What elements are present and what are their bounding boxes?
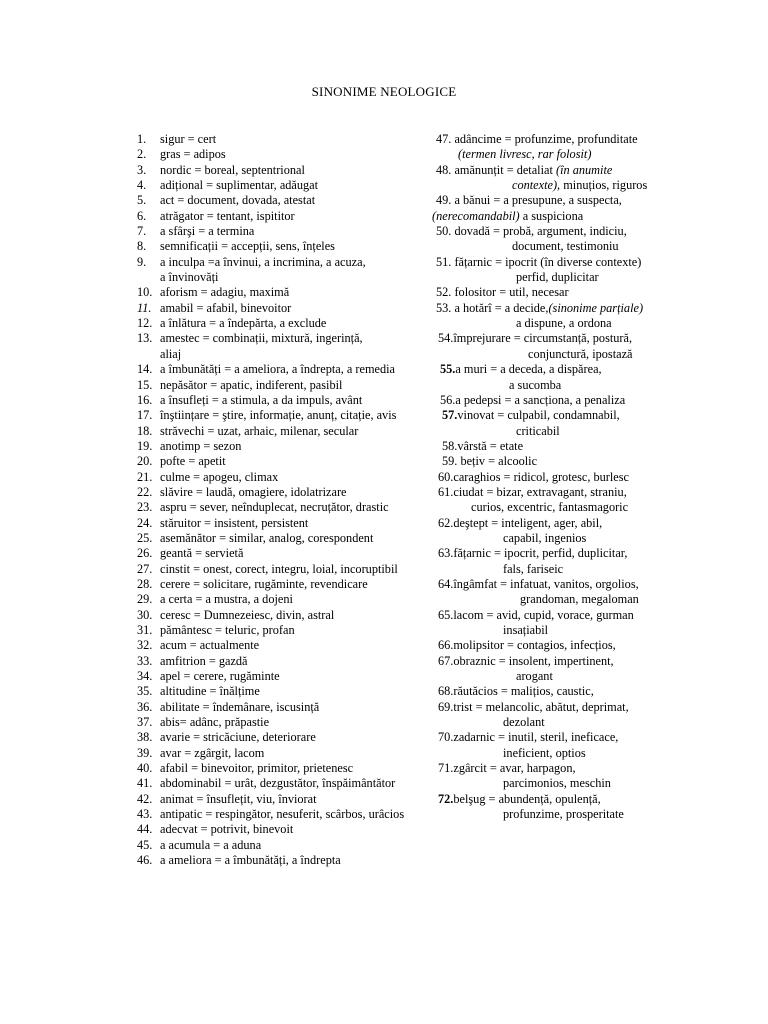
item-number: 15.: [137, 377, 153, 392]
list-item: [137, 531, 437, 546]
item-text: pofte = apetit: [160, 454, 226, 469]
list-item: 67.obraznic = insolent, impertinent,: [438, 653, 614, 668]
list-item-continuation: profunzime, prosperitate: [503, 807, 624, 822]
item-text: adecvat = potrivit, binevoit: [160, 822, 294, 837]
item-text: amabil = afabil, binevoitor: [160, 300, 292, 315]
list-item-continuation: [137, 270, 437, 285]
page-title: SINONIME NEOLOGICE: [311, 84, 457, 99]
list-item: [137, 684, 437, 699]
list-item: [137, 378, 437, 393]
item-number: 19.: [137, 438, 153, 453]
item-text: a însufleți = a stimula, a da impuls, avânt: [160, 392, 363, 407]
item-text: abilitate = îndemânare, iscusință: [160, 699, 320, 714]
list-item: [137, 730, 437, 745]
item-number: 23.: [137, 500, 153, 515]
item-number: 5.: [137, 193, 147, 208]
list-item: 66.molipsitor = contagios, infecțios,: [438, 638, 616, 653]
item-text: anotimp = sezon: [160, 438, 242, 453]
list-item: 55.a muri = a deceda, a dispărea,: [440, 362, 602, 377]
item-text: străvechi = uzat, arhaic, milenar, secular: [160, 423, 359, 438]
list-item: 63.fățarnic = ipocrit, perfid, duplicitar,: [438, 546, 628, 561]
list-item: [137, 163, 437, 178]
item-number: 34.: [137, 669, 153, 684]
list-item: [137, 822, 437, 837]
item-text: semnificații = accepții, sens, înțeles: [160, 239, 335, 254]
item-text: act = document, dovada, atestat: [160, 193, 316, 208]
item-number: 35.: [137, 684, 153, 699]
item-number: 33.: [137, 653, 153, 668]
list-item: 68.răutăcios = malițios, caustic,: [438, 684, 594, 699]
item-number: 44.: [137, 822, 153, 837]
item-number: 20.: [137, 454, 153, 469]
list-item: 61.ciudat = bizar, extravagant, straniu,: [438, 484, 627, 499]
list-item: [137, 562, 437, 577]
item-number: 6.: [137, 208, 147, 223]
item-number: 2.: [137, 147, 147, 162]
list-item: 69.trist = melancolic, abătut, deprimat,: [438, 699, 629, 714]
item-number: 31.: [137, 623, 153, 637]
list-item: [137, 239, 437, 254]
item-number: 45.: [137, 837, 153, 852]
item-number: 11.: [137, 300, 152, 315]
list-item: [137, 654, 437, 669]
list-item: [137, 807, 437, 822]
item-number: 17.: [137, 408, 153, 423]
item-number: 41.: [137, 776, 153, 791]
list-item: [137, 746, 437, 761]
list-item-continuation: perfid, duplicitar: [516, 270, 599, 285]
item-number: 1.: [137, 132, 147, 146]
item-number: 7.: [137, 224, 147, 239]
list-item: 47. adâncime = profunzime, profunditate: [436, 132, 638, 146]
list-item: [137, 301, 437, 316]
item-text: a îmbunătăți = a ameliora, a îndrepta, a remedia: [160, 362, 396, 377]
item-text: abdominabil = urât, dezgustător, înspăimântător: [160, 776, 396, 791]
item-text: a sfârşi = a termina: [160, 224, 255, 239]
item-number: 32.: [137, 638, 153, 653]
list-item: 71.zgârcit = avar, harpagon,: [438, 761, 576, 776]
list-item: 53. a hotărî = a decide,(sinonime parțiale): [436, 300, 644, 315]
list-item-continuation: [137, 347, 437, 362]
item-text: apel = cerere, rugăminte: [160, 669, 280, 684]
list-item-continuation: dezolant: [503, 715, 545, 730]
item-number: 26.: [137, 546, 153, 561]
list-item: 50. dovadă = probă, argument, indiciu,: [436, 224, 627, 239]
list-item: [137, 224, 437, 239]
list-item-continuation: fals, fariseic: [503, 561, 564, 576]
item-text: antipatic = respingător, nesuferit, scârbos, urâcios: [160, 807, 405, 822]
list-item: [137, 638, 437, 653]
item-text: asemănător = similar, analog, corespondent: [160, 530, 374, 545]
list-item: 72.belşug = abundență, opulență,: [438, 791, 601, 806]
item-text: abis= adânc, prăpastie: [160, 715, 270, 730]
list-item: [137, 178, 437, 193]
item-text: înştiințare = ştire, informație, anunț, citație, avis: [160, 408, 397, 423]
item-number: 27.: [137, 561, 153, 576]
list-item: [137, 669, 437, 684]
item-text: a învinovăți: [160, 270, 219, 285]
item-number: 22.: [137, 484, 153, 499]
item-text: altitudine = înălțime: [160, 684, 260, 699]
list-item: [137, 424, 437, 439]
list-item: 65.lacom = avid, cupid, vorace, gurman: [438, 607, 634, 622]
item-text: aforism = adagiu, maximă: [160, 285, 290, 300]
item-text: gras = adipos: [160, 147, 226, 162]
list-item: [137, 715, 437, 730]
list-item-continuation: contexte), minuțios, riguros: [512, 178, 648, 193]
item-number: 36.: [137, 699, 153, 714]
list-item: 59. bețiv = alcoolic: [442, 454, 538, 469]
item-text: nepăsător = apatic, indiferent, pasibil: [160, 377, 343, 392]
list-item: 60.caraghios = ridicol, grotesc, burlesc: [438, 469, 629, 484]
list-item-continuation: a sucomba: [509, 377, 562, 392]
item-text: ceresc = Dumnezeiesc, divin, astral: [160, 607, 335, 622]
item-number: 14.: [137, 362, 153, 377]
item-number: 30.: [137, 607, 153, 622]
item-text: slăvire = laudă, omagiere, idolatrizare: [160, 484, 347, 499]
item-number: 13.: [137, 331, 153, 346]
item-number: 4.: [137, 178, 147, 193]
list-item: [137, 761, 437, 776]
item-number: 8.: [137, 239, 147, 254]
item-text: a certa = a mustra, a dojeni: [160, 592, 293, 607]
item-number: 39.: [137, 745, 153, 760]
list-item: [137, 776, 437, 791]
list-item-continuation: curios, excentric, fantasmagoric: [471, 500, 629, 515]
item-text: animat = însuflețit, viu, înviorat: [160, 791, 317, 806]
item-number: 16.: [137, 392, 153, 407]
item-text: geantă = servietă: [160, 546, 244, 561]
item-number: 38.: [137, 730, 153, 745]
item-number: 12.: [137, 316, 153, 331]
list-item: 54.împrejurare = circumstanță, postură,: [438, 331, 633, 346]
list-item-continuation: insațiabil: [503, 623, 549, 637]
list-item-continuation: grandoman, megaloman: [520, 592, 639, 607]
item-text: a ameliora = a îmbunătăți, a îndrepta: [160, 853, 341, 868]
list-item: [137, 393, 437, 408]
list-item-continuation: (termen livresc, rar folosit): [458, 147, 592, 162]
item-text: culme = apogeu, climax: [160, 469, 279, 484]
item-number: 40.: [137, 761, 153, 776]
item-number: 37.: [137, 715, 153, 730]
list-item: [137, 623, 437, 638]
item-number: 46.: [137, 853, 153, 868]
item-text: sigur = cert: [160, 132, 217, 146]
list-item: [137, 454, 437, 469]
item-number: 29.: [137, 592, 153, 607]
list-item: [137, 470, 437, 485]
item-text: stăruitor = insistent, persistent: [160, 515, 309, 530]
list-item: [137, 853, 437, 868]
list-item: [137, 132, 437, 147]
list-item: [137, 500, 437, 515]
item-number: 43.: [137, 807, 153, 822]
list-item-continuation: document, testimoniu: [512, 239, 619, 254]
item-number: 3.: [137, 162, 147, 177]
item-number: 25.: [137, 530, 153, 545]
list-item: 62.deştept = inteligent, ager, abil,: [438, 515, 603, 530]
list-item: [137, 285, 437, 300]
list-item: [137, 331, 437, 346]
list-item-continuation: arogant: [516, 669, 553, 684]
list-item-continuation: parcimonios, meschin: [503, 776, 611, 791]
item-number: 10.: [137, 285, 153, 300]
list-item-continuation: (nerecomandabil) a suspiciona: [432, 208, 584, 223]
item-text: a înlătura = a îndepărta, a exclude: [160, 316, 327, 331]
list-item: [137, 700, 437, 715]
item-text: atrăgator = tentant, ispititor: [160, 208, 295, 223]
list-item: 58.vârstă = etate: [442, 438, 524, 453]
item-text: aliaj: [160, 346, 182, 361]
list-item-continuation: a dispune, a ordona: [516, 316, 612, 331]
list-item: [137, 255, 437, 270]
item-text: avarie = stricăciune, deteriorare: [160, 730, 316, 745]
item-number: 18.: [137, 423, 153, 438]
list-item: 49. a bănui = a presupune, a suspecta,: [436, 193, 622, 208]
list-item: [137, 592, 437, 607]
list-item: [137, 792, 437, 807]
list-item: [137, 439, 437, 454]
list-item: [137, 316, 437, 331]
item-text: aspru = sever, neînduplecat, necruțător, drastic: [160, 500, 389, 515]
item-text: nordic = boreal, septentrional: [160, 162, 305, 177]
item-text: a acumula = a aduna: [160, 837, 262, 852]
item-text: adițional = suplimentar, adăugat: [160, 178, 319, 193]
list-item: 56.a pedepsi = a sancționa, a penaliza: [440, 392, 626, 407]
list-item: [137, 362, 437, 377]
list-item-continuation: ineficient, optios: [503, 745, 586, 760]
list-item: [137, 147, 437, 162]
item-text: acum = actualmente: [160, 638, 260, 653]
right-column: [432, 132, 732, 822]
list-item: 51. fățarnic = ipocrit (în diverse contexte): [436, 254, 642, 269]
item-text: amfitrion = gazdă: [160, 653, 248, 668]
left-column: [137, 132, 437, 869]
list-item: [137, 193, 437, 208]
item-text: pământesc = teluric, profan: [160, 623, 295, 637]
item-text: afabil = binevoitor, primitor, prietenesc: [160, 761, 354, 776]
item-number: 21.: [137, 469, 153, 484]
list-item: [137, 608, 437, 623]
item-text: cinstit = onest, corect, integru, loial, incoruptibil: [160, 561, 398, 576]
list-item-continuation: capabil, ingenios: [503, 530, 587, 545]
item-text: amestec = combinații, mixtură, ingerință,: [160, 331, 363, 346]
item-number: 42.: [137, 791, 153, 806]
item-number: 24.: [137, 515, 153, 530]
list-item: [137, 838, 437, 853]
list-item: [137, 408, 437, 423]
list-item: 52. folositor = util, necesar: [436, 285, 569, 300]
item-number: 28.: [137, 576, 153, 591]
item-number: 9.: [137, 254, 147, 269]
list-item: 64.îngâmfat = infatuat, vanitos, orgolios,: [438, 576, 639, 591]
item-text: avar = zgârgit, lacom: [160, 745, 265, 760]
list-item: 70.zadarnic = inutil, steril, ineficace,: [438, 730, 619, 745]
list-item: [137, 209, 437, 224]
list-item: [137, 485, 437, 500]
list-item: 48. amănunțit = detaliat (în anumite: [436, 162, 613, 177]
item-text: cerere = solicitare, rugăminte, revendicare: [160, 576, 368, 591]
list-item: [137, 546, 437, 561]
list-item: 57.vinovat = culpabil, condamnabil,: [442, 408, 620, 423]
item-text: a inculpa =a învinui, a incrimina, a acuza,: [160, 254, 366, 269]
list-item-continuation: criticabil: [516, 423, 560, 438]
list-item: [137, 516, 437, 531]
list-item-continuation: conjunctură, ipostază: [528, 346, 633, 361]
list-item: [137, 577, 437, 592]
